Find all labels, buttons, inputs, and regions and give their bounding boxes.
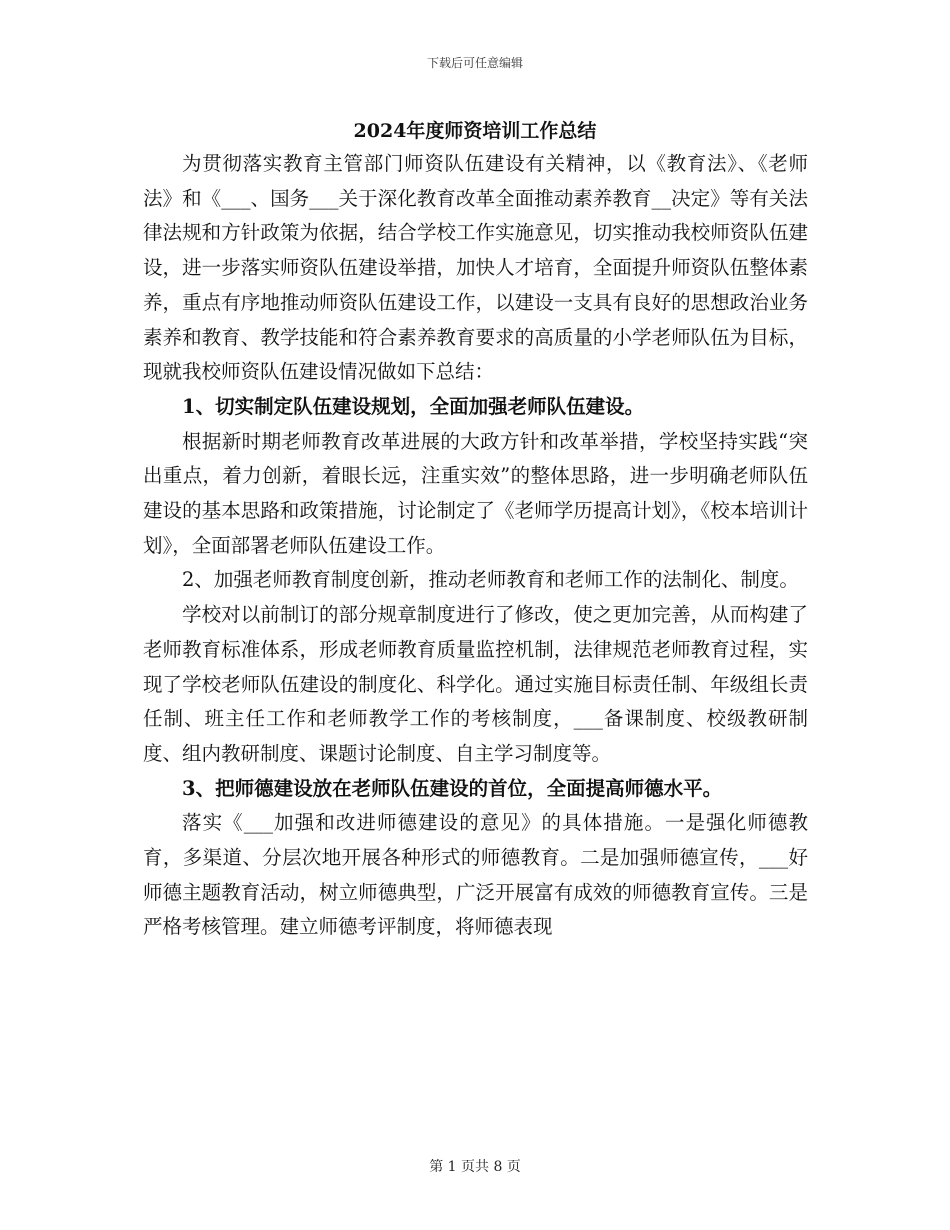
section-heading-3: 3、把师德建设放在老师队伍建设的首位，全面提高师德水平。 — [182, 776, 723, 800]
paragraph-section-1: 根据新时期老师教育改革进展的大政方针和改革举措，学校坚持实践“突出重点，着力创新，着眼长远，注重实效”的整体思路，进一步明确老师队伍建设的基本思路和政策措施，讨论制定了《老师学历提高计划》，《校本培训计划》，全面部署老师队伍建设工作。 — [143, 429, 808, 557]
section-heading-2: 2、加强老师教育制度创新，推动老师教育和老师工作的法制化、制度。 — [182, 568, 799, 592]
paragraph-section-2: 学校对以前制订的部分规章制度进行了修改，使之更加完善，从而构建了老师教育标准体系，形成老师教育质量监控机制，法律规范老师教育过程，实现了学校老师队伍建设的制度化、科学化。通过实施目标责任制、年级组长责任制、班主任工作和老师教学工作的考核制度，___备课制度、校级教研制度、组内教研制度、课题讨论制度、自主学习制度等。 — [143, 603, 808, 765]
page-number: 第 1 页共 8 页 — [429, 1159, 521, 1175]
document-body — [143, 147, 808, 945]
document-title: 2024年度师资培训工作总结 — [353, 120, 597, 142]
paragraph-intro: 为贯彻落实教育主管部门师资队伍建设有关精神，以《教育法》、《老师法》和《___、国务___关于深化教育改革全面推动素养教育__决定》等有关法律法规和方针政策为依据，结合学校工作实施意见，切实推动我校师资队伍建设，进一步落实师资队伍建设举措，加快人才培育，全面提升师资队伍整体素养，重点有序地推动师资队伍建设工作，以建设一支具有良好的思想政治业务素养和教育、教学技能和符合素养教育要求的高质量的小学老师队伍为目标，现就我校师资队伍建设情况做如下总结： — [143, 152, 808, 384]
page-header-note: 下载后可任意编辑 — [426, 56, 523, 70]
paragraph-section-3: 落实《___加强和改进师德建设的意见》的具体措施。一是强化师德教育，多渠道、分层次地开展各种形式的师德教育。二是加强师德宣传，___好师德主题教育活动，树立师德典型，广泛开展富有成效的师德教育宣传。三是严格考核管理。建立师德考评制度，将师德表现 — [143, 811, 808, 939]
section-heading-1: 1、切实制定队伍建设规划，全面加强老师队伍建设。 — [182, 394, 645, 418]
